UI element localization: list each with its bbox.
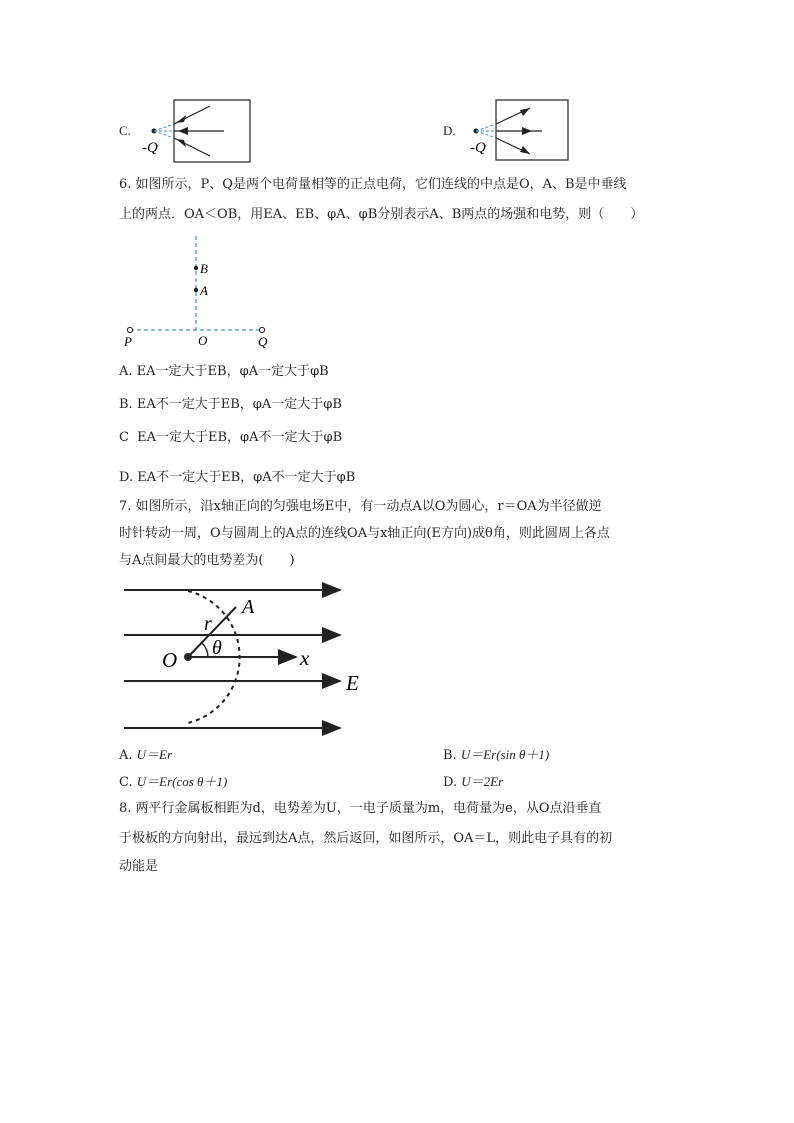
option-label: A. — [119, 364, 133, 379]
q5-option-d-label: D. — [443, 123, 456, 138]
q8-stem-line3: 动能是 — [119, 859, 159, 874]
q5-option-c-figure — [138, 98, 258, 164]
label-a: A — [200, 283, 208, 298]
q6-stem-line1: 6. 如图所示，P、Q是两个电荷量相等的正点电荷，它们连线的中点是O，A、B是中垂线 — [119, 177, 627, 192]
arrow-head — [522, 127, 532, 135]
q7-stem-line1: 7. 如图所示，沿x轴正向的匀强电场E中，有一动点A以O为圆心，r＝OA为半径做逆 — [119, 499, 602, 514]
q7-stem-line2: 时针转动一周，O与圆周上的A点的连线OA与x轴正向(E方向)成θ角，则此圆周上各点 — [119, 526, 610, 541]
q7-option-b — [443, 745, 549, 766]
q6-option-a — [119, 362, 329, 382]
option-text: EA不一定大于EB，φA不一定大于φB — [137, 470, 356, 485]
label-o: O — [198, 333, 208, 348]
q8-stem-line1: 8. 两平行金属板相距为d，电势差为U，一电子质量为m，电荷量为e，从O点沿垂直 — [119, 801, 602, 816]
q7-option-c — [119, 772, 227, 793]
label-r: r — [204, 613, 212, 635]
arrow-head — [176, 115, 186, 123]
point-p — [127, 327, 132, 332]
option-label: A. — [119, 748, 133, 763]
q6-figure — [120, 232, 280, 350]
label-e: E — [346, 671, 359, 695]
dash-line — [154, 131, 174, 138]
option-text: U＝Er(sin θ＋1) — [460, 747, 550, 762]
field-box — [496, 100, 568, 160]
label-p: P — [124, 334, 132, 349]
point-b — [194, 266, 198, 270]
dash-line — [154, 124, 174, 131]
label-x: x — [300, 646, 310, 670]
q6-stem-line2 — [119, 205, 643, 225]
theta-arc — [202, 643, 208, 657]
option-text: U＝Er — [136, 747, 173, 762]
label-a: A — [242, 596, 255, 618]
q8-stem-line2: 于极板的方向射出，最远到达A点，然后返回，如图所示，OA＝L，则此电子具有的初 — [119, 831, 613, 846]
option-label: D. — [119, 470, 134, 485]
option-label: B. — [119, 397, 133, 412]
q6-stem-line2-a: 上的两点．OA＜OB，用E — [119, 207, 273, 222]
option-label: D. — [443, 775, 458, 790]
option-text: EA一定大于EB，φA不一定大于φB — [137, 430, 343, 445]
arrow-head — [176, 139, 186, 147]
point-a — [194, 288, 198, 292]
q7-figure — [118, 578, 378, 738]
q7-stem-line3: 与A点间最大的电势差为( ) — [119, 553, 295, 568]
arrow-head — [178, 127, 188, 135]
option-label: C. — [119, 775, 133, 790]
label-q: Q — [258, 334, 268, 349]
point-q — [259, 327, 264, 332]
label-theta: θ — [212, 637, 222, 659]
option-text: U＝Er(cos θ＋1) — [136, 774, 228, 789]
q5-option-d-figure — [460, 98, 580, 164]
charge-label: -Q — [470, 140, 486, 156]
q6-stem-line2-b: A、EB、φA、φB分别表示A、B两点的场强和电势，则（ ） — [272, 207, 644, 222]
charge-label: -Q — [142, 140, 158, 156]
q6-option-c — [119, 428, 342, 448]
dash-line — [476, 124, 496, 131]
q5-option-c-label: C. — [119, 123, 131, 138]
option-text: U＝2Er — [461, 774, 504, 789]
arrow-head — [520, 108, 530, 116]
option-text: EA不一定大于EB，φA一定大于φB — [136, 397, 342, 412]
option-label: B. — [443, 748, 457, 763]
dash-line — [476, 131, 496, 138]
q6-option-d — [119, 468, 355, 488]
arrow-head — [520, 146, 530, 154]
option-text: EA一定大于EB，φA一定大于φB — [136, 364, 329, 379]
label-o: O — [162, 648, 178, 672]
q7-option-a — [119, 745, 172, 766]
option-label: C — [119, 430, 129, 445]
label-b: B — [200, 261, 208, 276]
q7-option-d — [443, 772, 503, 793]
q6-option-b — [119, 395, 342, 415]
